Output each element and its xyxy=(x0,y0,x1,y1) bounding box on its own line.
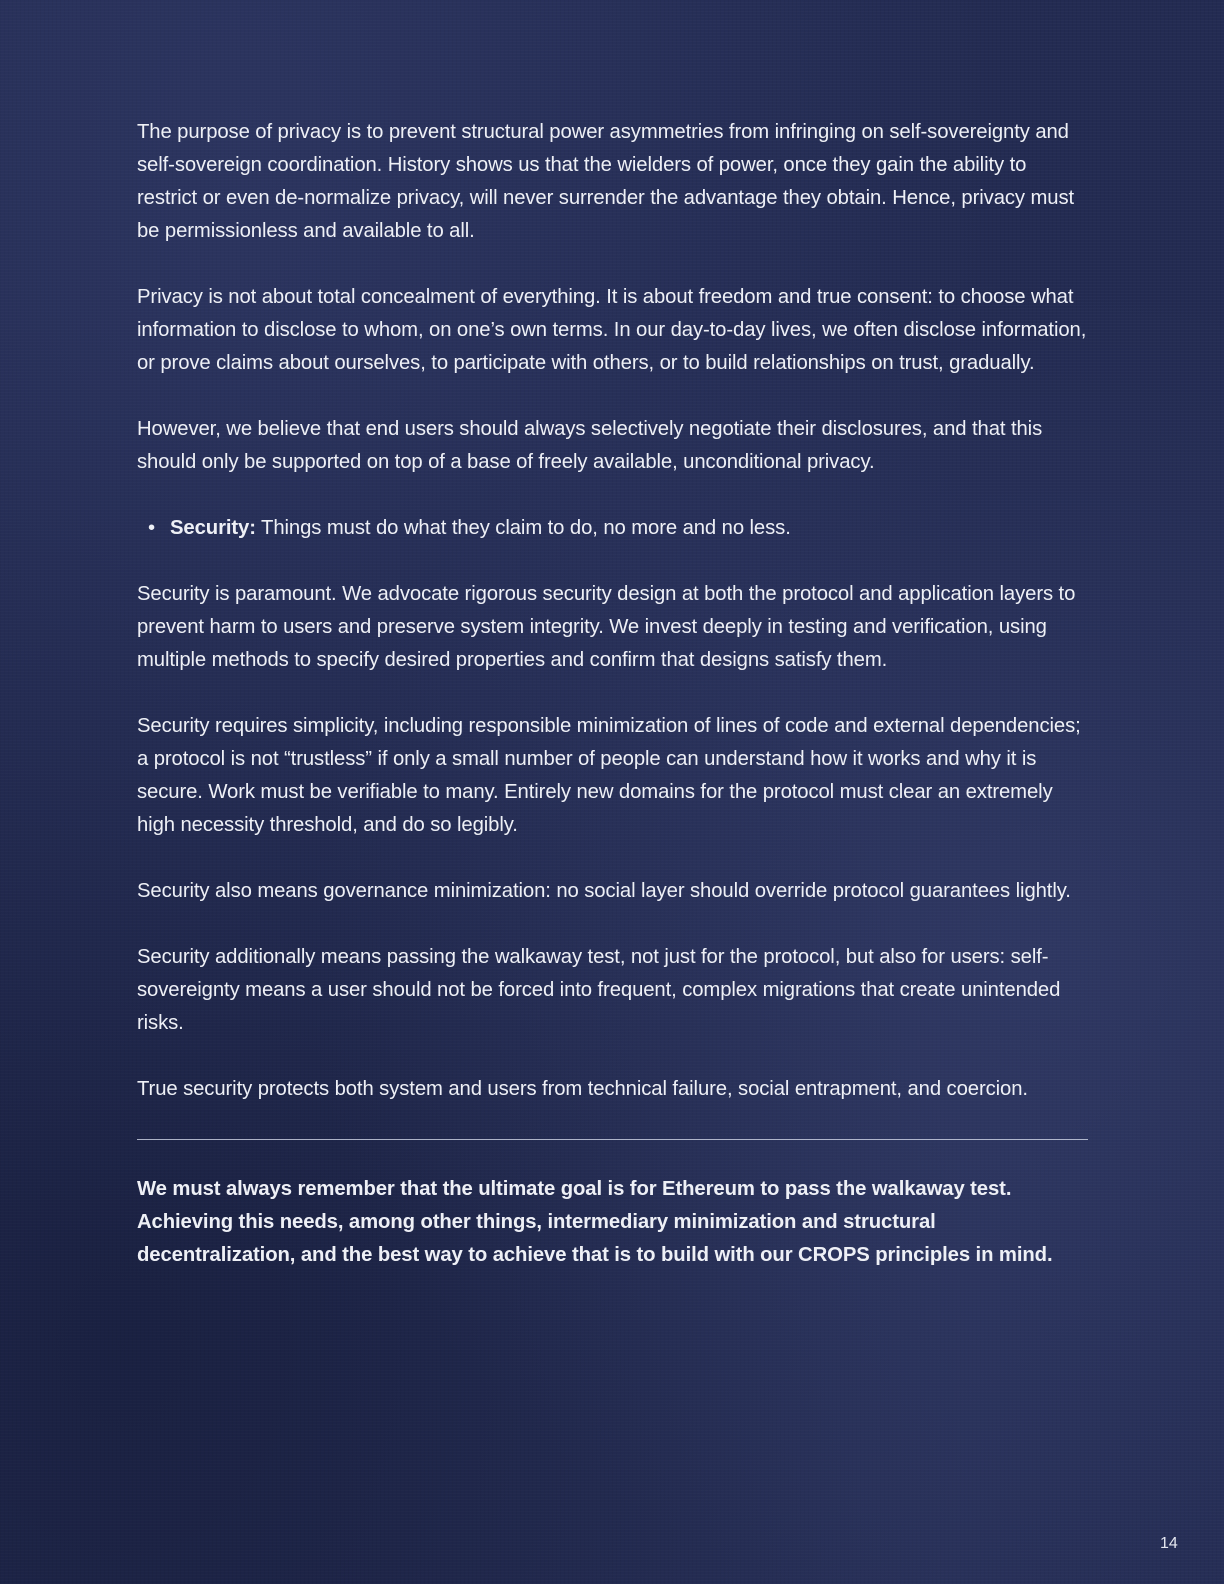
principle-security xyxy=(137,512,1088,545)
principle-list xyxy=(137,512,1088,545)
paragraph-privacy-consent: Privacy is not about total concealment of everything. It is about freedom and true consent: to choose what information to disclose to whom, on one’s own terms. In our day-to-day lives, we often disclose information, or prove claims about ourselves, to participate with others, or to build relationships on trust, gradually. xyxy=(137,286,1087,374)
page-number xyxy=(1160,1532,1200,1556)
paragraph-security-walkaway: Security additionally means passing the walkaway test, not just for the protocol, but also for users: self-sovereignty means a user should not be forced into frequent, complex migrations that create unintended risks. xyxy=(137,946,1061,1034)
paragraph-security-simplicity: Security requires simplicity, including responsible minimization of lines of code and external dependencies; a protocol is not “trustless” if only a small number of people can understand how it works and why it is secure. Work must be verifiable to many. Entirely new domains for the protocol must clear an extremely high necessity threshold, and do so legibly. xyxy=(137,715,1081,836)
section-divider xyxy=(137,1139,1088,1140)
principle-description: Things must do what they claim to do, no more and no less. xyxy=(255,517,791,539)
closing-statement: We must always remember that the ultimate goal is for Ethereum to pass the walkaway test. Achieving this needs, among other things, intermediary minimization and structural decentralization, and the best way to achieve that is to build with our CROPS principles in mind. xyxy=(137,1178,1053,1266)
page-content xyxy=(137,116,1088,1272)
paragraph-security-paramount: Security is paramount. We advocate rigorous security design at both the protocol and application layers to prevent harm to users and preserve system integrity. We invest deeply in testing and verification, using multiple methods to specify desired properties and confirm that designs satisfy them. xyxy=(137,583,1076,671)
paragraph-security-governance: Security also means governance minimization: no social layer should override protocol guarantees lightly. xyxy=(137,880,1071,902)
bullet-icon: • xyxy=(148,517,156,539)
page-number-label: 14 xyxy=(1160,1535,1178,1552)
paragraph-privacy-purpose: The purpose of privacy is to prevent structural power asymmetries from infringing on self-sovereignty and self-sovereign coordination. History shows us that the wielders of power, once they gain the ability to restrict or even de-normalize privacy, will never surrender the advantage they obtain. Hence, privacy must be permissionless and available to all. xyxy=(137,121,1075,242)
paragraph-privacy-disclosures: However, we believe that end users should always selectively negotiate their disclosures, and that this should only be supported on top of a base of freely available, unconditional privacy. xyxy=(137,418,1043,473)
principle-term: Security: xyxy=(170,517,256,539)
paragraph-security-true: True security protects both system and users from technical failure, social entrapment, and coercion. xyxy=(137,1078,1028,1100)
